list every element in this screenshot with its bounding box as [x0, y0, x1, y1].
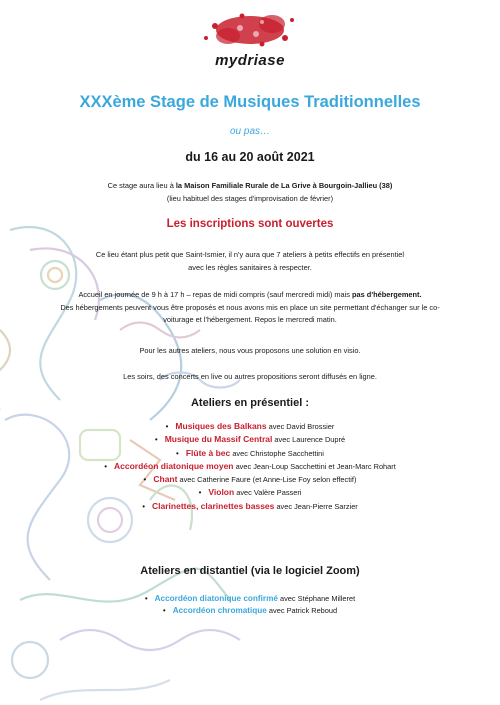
bullet-icon: •: [143, 475, 147, 485]
presentiel-heading-text: Ateliers en présentiel: [190, 397, 303, 409]
list-item: [0, 460, 500, 473]
atelier-detail: avec Laurence Dupré: [272, 435, 346, 445]
welcome-prefix: Accueil en journée de 9 h à 17 h – repas de midi compris (sauf mercredi midi) mais: [78, 290, 353, 299]
bullet-icon: •: [176, 448, 179, 458]
bullet-icon: •: [198, 488, 202, 498]
bullet-icon: •: [104, 461, 108, 471]
atelier-name: Flûte à bec: [185, 447, 231, 458]
list-item: [0, 433, 500, 446]
bullet-icon: •: [142, 501, 146, 511]
location-line: [0, 180, 500, 193]
list-item: [0, 500, 500, 513]
list-item: [0, 447, 500, 460]
list-item: [0, 593, 500, 605]
welcome-line: [0, 289, 500, 302]
lodging-line-1: Des hébergements peuvent vous être proposés et nous avons mis en place un site permettant d'échanger sur le co-: [60, 302, 440, 312]
distanciel-heading: Ateliers en distantiel (via le logiciel Zoom): [140, 565, 360, 577]
evenings-paragraph: Les soirs, des concerts en live ou autres propositions seront diffusés en ligne.: [123, 372, 377, 381]
atelier-detail: avec Catherine Faure (et Anne-Lise Foy selon effectif): [177, 475, 357, 485]
atelier-name: Violon: [208, 487, 235, 498]
presentiel-list: [0, 420, 500, 513]
atelier-name: Musique du Massif Central: [164, 434, 273, 445]
location-note: (lieu habituel des stages d'improvisation de février): [166, 193, 334, 203]
atelier-name: Accordéon diatonique confirmé: [154, 594, 278, 603]
page-title: XXXème Stage de Musiques Traditionnelles: [79, 93, 421, 111]
location-paragraph: [0, 180, 500, 205]
bullet-icon: •: [165, 422, 169, 431]
list-item: [0, 605, 500, 617]
capacity-line-2: avec les règles sanitaires à respecter.: [188, 262, 312, 272]
capacity-line-1: Ce lieu étant plus petit que Saint-Ismier, il n'y aura que 7 ateliers à petits effectifs en présentiel: [95, 250, 405, 259]
list-item: [0, 473, 500, 486]
atelier-name: Accordéon diatonique moyen: [114, 460, 234, 471]
welcome-paragraph: [0, 289, 500, 327]
logo-wordmark: mydriase: [215, 52, 285, 69]
visio-paragraph: Pour les autres ateliers, nous vous proposons une solution en visio.: [139, 346, 361, 355]
presentiel-heading-suffix: :: [302, 397, 309, 409]
bullet-icon: •: [144, 594, 148, 603]
list-item: [0, 420, 500, 433]
atelier-name: Accordéon chromatique: [172, 606, 267, 616]
location-prefix: Ce stage aura lieu à: [107, 181, 176, 190]
lodging-line-2: voiturage et l'hébergement. Repos le mercredi matin.: [163, 315, 337, 324]
welcome-bold: pas d'hébergement.: [352, 290, 422, 299]
atelier-detail: avec Jean-Pierre Sarzier: [274, 501, 358, 511]
bullet-icon: •: [162, 606, 166, 616]
location-place: la Maison Familiale Rurale de La Grive à Bourgoin-Jallieu (38): [175, 181, 393, 190]
atelier-detail: avec David Brossier: [266, 422, 335, 431]
bullet-icon: •: [154, 435, 158, 445]
atelier-detail: avec Patrick Reboud: [266, 606, 338, 616]
atelier-name: Musiques des Balkans: [175, 421, 267, 431]
distanciel-list: [0, 593, 500, 618]
page-subtitle: ou pas…: [229, 126, 271, 137]
registration-heading: Les inscriptions sont ouvertes: [166, 218, 334, 230]
atelier-detail: avec Valère Passeri: [234, 488, 302, 498]
atelier-name: Clarinettes, clarinettes basses: [152, 500, 275, 511]
atelier-detail: avec Stéphane Milleret: [277, 594, 356, 603]
list-item: [0, 486, 500, 499]
capacity-paragraph: [0, 249, 500, 274]
atelier-name: Chant: [153, 474, 178, 485]
atelier-detail: avec Christophe Sacchettini: [230, 448, 324, 458]
event-dates: du 16 au 20 août 2021: [185, 150, 315, 164]
presentiel-heading: [0, 397, 500, 409]
atelier-detail: avec Jean-Loup Sacchettini et Jean-Marc Rohart: [233, 461, 396, 471]
